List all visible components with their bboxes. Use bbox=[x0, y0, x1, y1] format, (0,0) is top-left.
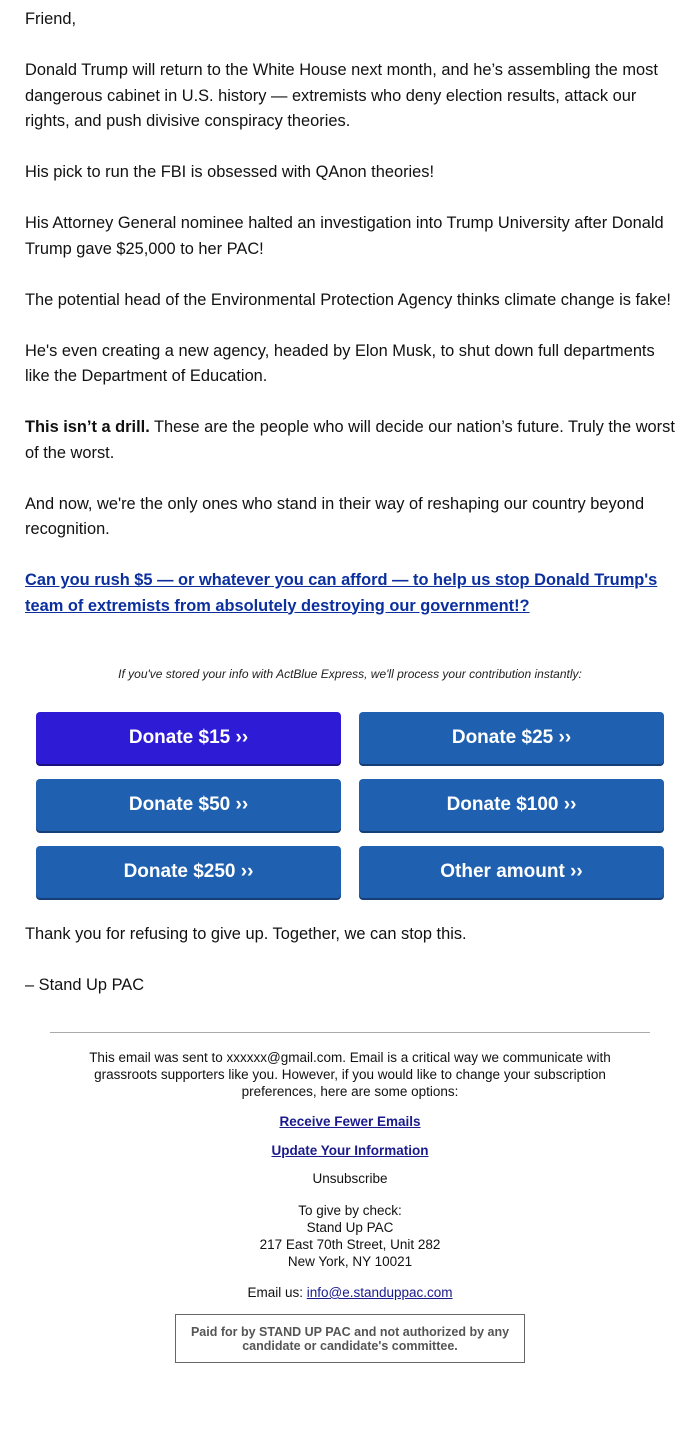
address-name: Stand Up PAC bbox=[306, 1220, 394, 1235]
disclaimer-text: Paid for by STAND UP PAC and not authorized by any candidate or candidate's committee. bbox=[190, 1324, 510, 1353]
paid-for-disclaimer bbox=[175, 1314, 525, 1363]
address-street: 217 East 70th Street, Unit 282 bbox=[259, 1237, 441, 1252]
closing bbox=[25, 922, 675, 1024]
sent-notice: This email was sent to xxxxxx@gmail.com. Email is a critical way we communicate with grassroots supporters like you. However, if you would like to change your subscription preferences, here are some options: bbox=[89, 1050, 611, 1099]
signature: – Stand Up PAC bbox=[25, 976, 145, 994]
donate-250-button[interactable]: Donate $250 ›› bbox=[36, 846, 341, 898]
donate-100-button[interactable]: Donate $100 ›› bbox=[359, 779, 664, 831]
receive-fewer-emails-link[interactable]: Receive Fewer Emails bbox=[279, 1114, 421, 1129]
contact-email-row bbox=[0, 1284, 700, 1301]
paragraph-new-agency: He's even creating a new agency, headed by Elon Musk, to shut down full departments like the Department of Education. bbox=[25, 341, 655, 385]
fewer-emails-row bbox=[0, 1113, 700, 1130]
unsubscribe-link[interactable]: Unsubscribe bbox=[312, 1171, 388, 1186]
paragraph-attorney-general: His Attorney General nominee halted an investigation into Trump University after Donald Trump gave $25,000 to her PAC! bbox=[25, 214, 664, 258]
address-city: New York, NY 10021 bbox=[287, 1254, 413, 1269]
cta-link[interactable]: Can you rush $5 — or whatever you can afford — to help us stop Donald Trump's team of extremists from absolutely destroying our government!? bbox=[25, 571, 658, 615]
paragraph-epa: The potential head of the Environmental Protection Agency thinks climate change is fake! bbox=[25, 290, 671, 309]
paragraph-stand-in-way: And now, we're the only ones who stand in their way of reshaping our country beyond recognition. bbox=[25, 494, 645, 538]
drill-rest: These are the people who will decide our nation’s future. Truly the worst of the worst. bbox=[25, 418, 675, 462]
actblue-express-note: If you've stored your info with ActBlue Express, we'll process your contribution instantly: bbox=[118, 667, 582, 681]
donate-15-button[interactable]: Donate $15 ›› bbox=[36, 712, 341, 764]
paragraph-cabinet: Donald Trump will return to the White House next month, and he’s assembling the most dangerous cabinet in U.S. history — extremists who deny election results, attack our rights, and push divisive conspiracy theories. bbox=[25, 61, 658, 130]
check-label: To give by check: bbox=[298, 1203, 402, 1218]
other-amount-button[interactable]: Other amount ›› bbox=[359, 846, 664, 898]
greeting: Friend, bbox=[25, 10, 77, 28]
email-label: Email us: bbox=[247, 1285, 307, 1300]
paragraph-drill bbox=[25, 415, 675, 466]
paragraph-fbi: His pick to run the FBI is obsessed with QAnon theories! bbox=[25, 163, 435, 181]
donate-25-button[interactable]: Donate $25 ›› bbox=[359, 712, 664, 764]
update-information-link[interactable]: Update Your Information bbox=[271, 1143, 429, 1158]
footer-divider bbox=[50, 1032, 650, 1033]
update-info-row bbox=[0, 1142, 700, 1159]
contact-email-link[interactable]: info@e.standuppac.com bbox=[306, 1285, 453, 1300]
cta-paragraph bbox=[25, 568, 675, 619]
mailing-address bbox=[0, 1202, 700, 1270]
message-body bbox=[25, 7, 675, 645]
donate-50-button[interactable]: Donate $50 ›› bbox=[36, 779, 341, 831]
thanks-text: Thank you for refusing to give up. Together, we can stop this. bbox=[25, 925, 467, 943]
drill-emphasis: This isn’t a drill. bbox=[25, 418, 150, 436]
